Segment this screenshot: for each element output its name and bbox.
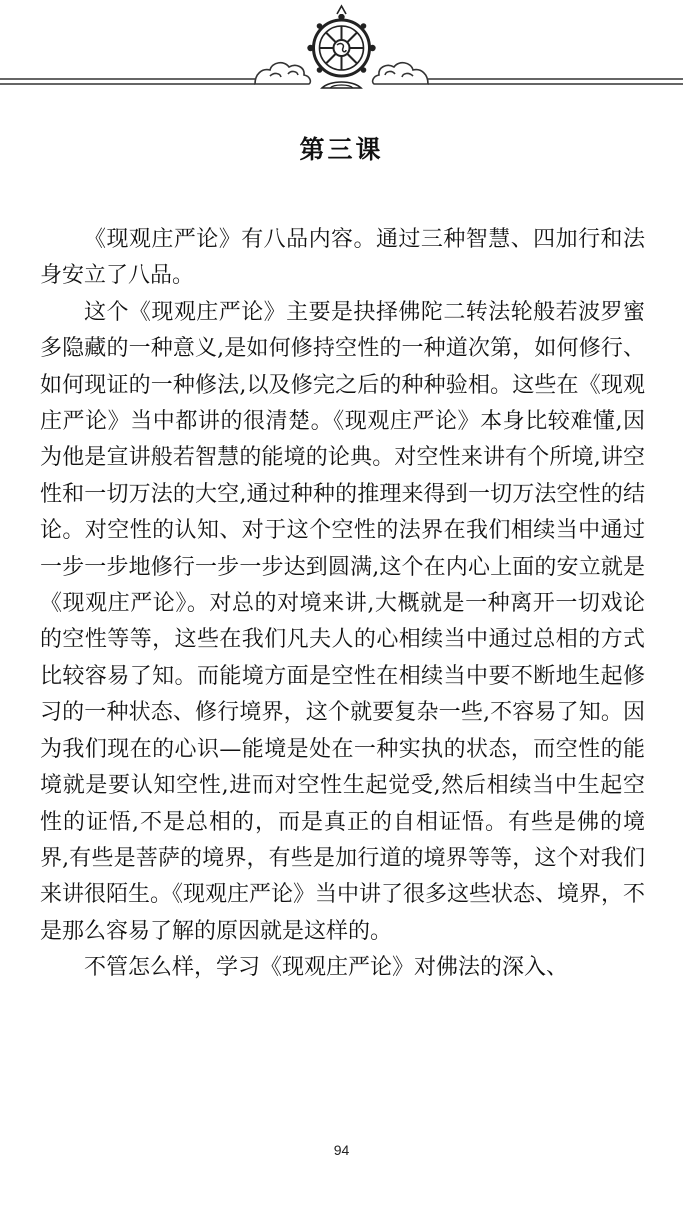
- page-number: 94: [333, 1142, 350, 1158]
- paragraph: 《现观庄严论》有八品内容。通过三种智慧、四加行和法身安立了八品。: [40, 227, 645, 289]
- dharma-wheel-icon: [307, 6, 375, 88]
- paragraph: 这个《现观庄严论》主要是抉择佛陀二转法轮般若波罗蜜多隐藏的一种意义,是如何修持空性的一种道次第，如何修行、如何现证的一种修法,以及修完之后的种种验相。这些在《现观庄严论》当中都讲的很清楚。《现观庄严论》本身比较难懂,因为他是宣讲般若智慧的能境的论典。对空性来讲有个所境,讲空性和一切万法的大空,通过种种的推理来得到一切万法空性的结论。对空性的认知、对于这个空性的法界在我们相续当中通过一步一步地修行一步一步达到圆满,这个在内心上面的安立就是《现观庄严论》。对总的对境来讲,大概就是一种离开一切戏论的空性等等，这些在我们凡夫人的心相续当中通过总相的方式比较容易了知。而能境方面是空性在相续当中要不断地生起修习的一种状态、修行境界，这个就要复杂一些,不容易了知。因为我们现在的心识—能境是处在一种实执的状态，而空性的能境就是要认知空性,进而对空性生起觉受,然后相续当中生起空性的证悟,不是总相的，而是真正的自相证悟。有些是佛的境界,有些是菩萨的境界，有些是加行道的境界等等，这个对我们来讲很陌生。《现观庄严论》当中讲了很多这些状态、境界，不是那么容易了解的原因就是这样的。: [40, 299, 646, 944]
- body-text: [40, 222, 645, 987]
- auspicious-cloud-icon: [373, 63, 428, 84]
- paragraph: 不管怎么样，学习《现观庄严论》对佛法的深入、: [84, 955, 569, 981]
- lesson-title: 第三课: [299, 135, 384, 164]
- header-ornament-graphic: [0, 0, 683, 100]
- auspicious-cloud-icon: [255, 63, 310, 84]
- page-header-ornament: [0, 0, 683, 100]
